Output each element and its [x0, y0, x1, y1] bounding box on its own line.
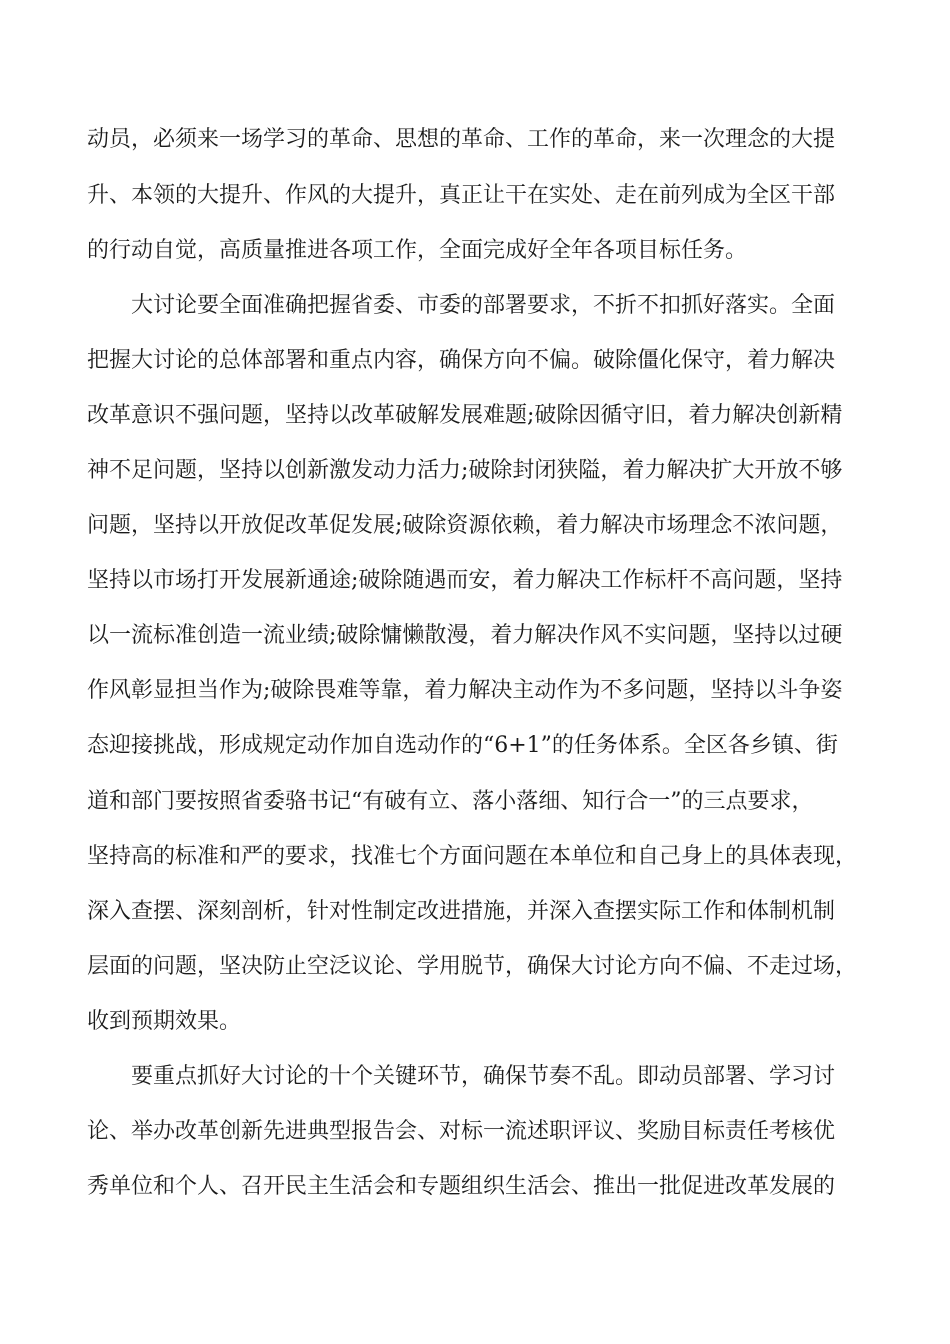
text-line: 神不足问题，坚持以创新激发动力活力;破除封闭狭隘，着力解决扩大开放不够 [87, 458, 843, 483]
text-line: 问题，坚持以开放促改革促发展;破除资源依赖，着力解决市场理念不浓问题， [87, 513, 843, 538]
paragraph-first-line: 要重点抓好大讨论的十个关键环节，确保节奏不乱。即动员部署、学习讨 [131, 1064, 836, 1089]
paragraph-first-line: 大讨论要全面准确把握省委、市委的部署要求，不折不扣抓好落实。全面 [131, 293, 836, 318]
text-line: 动员，必须来一场学习的革命、思想的革命、工作的革命，来一次理念的大提 [87, 127, 836, 152]
text-line: 态迎接挑战，形成规定动作加自选动作的“6+1”的任务体系。全区各乡镇、街 [87, 733, 838, 758]
text-line: 的行动自觉，高质量推进各项工作，全面完成好全年各项目标任务。 [87, 238, 748, 263]
text-line: 坚持以市场打开发展新通途;破除随遇而安，着力解决工作标杆不高问题，坚持 [87, 568, 843, 593]
text-line: 论、举办改革创新先进典型报告会、对标一流述职评议、奖励目标责任考核优 [87, 1119, 836, 1144]
text-line: 秀单位和个人、召开民主生活会和专题组织生活会、推出一批促进改革发展的 [87, 1174, 836, 1199]
text-line: 把握大讨论的总体部署和重点内容，确保方向不偏。破除僵化保守，着力解决 [87, 348, 836, 373]
text-line: 层面的问题，坚决防止空泛议论、学用脱节，确保大讨论方向不偏、不走过场， [87, 954, 858, 979]
text-line: 收到预期效果。 [87, 1009, 242, 1034]
text-line: 坚持高的标准和严的要求，找准七个方面问题在本单位和自己身上的具体表现， [87, 844, 858, 869]
text-line: 深入查摆、深刻剖析，针对性制定改进措施，并深入查摆实际工作和体制机制 [87, 899, 836, 924]
text-line: 改革意识不强问题，坚持以改革破解发展难题;破除因循守旧，着力解决创新精 [87, 403, 843, 428]
text-line: 以一流标准创造一流业绩;破除慵懒散漫，着力解决作风不实问题，坚持以过硬 [87, 623, 843, 648]
text-line: 升、本领的大提升、作风的大提升，真正让干在实处、走在前列成为全区干部 [87, 183, 836, 208]
text-line: 道和部门要按照省委骆书记“有破有立、落小落细、知行合一”的三点要求， [87, 789, 814, 814]
text-line: 作风彰显担当作为;破除畏难等靠，着力解决主动作为不多问题，坚持以斗争姿 [87, 678, 843, 703]
